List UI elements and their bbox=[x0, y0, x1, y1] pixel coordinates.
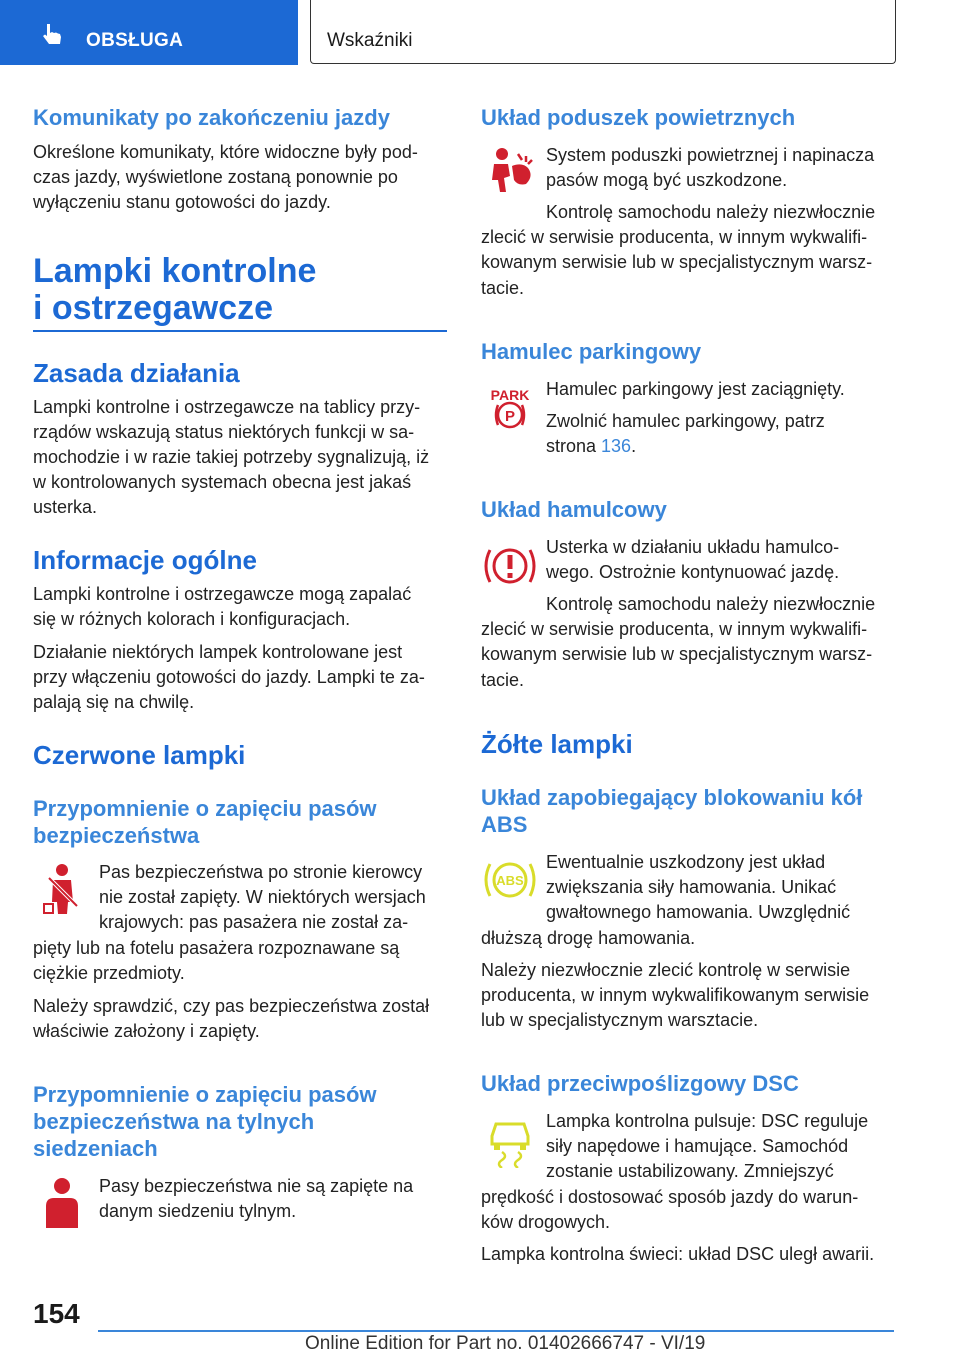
text-line: Lampki kontrolne i ostrzegawcze mogą zapalać bbox=[33, 584, 412, 604]
text-line: krajowych: pas pasażera nie został za- bbox=[99, 912, 409, 932]
text-line: Hamulec parkingowy jest zaciągnięty. bbox=[546, 379, 845, 399]
text-line: Kontrolę samochodu należy niezwłocznie bbox=[546, 594, 876, 614]
text-line: tacie. bbox=[481, 278, 525, 298]
heading-seatbelt-l2: bezpieczeństwa bbox=[33, 823, 200, 848]
heading-komunikaty: Komunikaty po zakończeniu jazdy bbox=[33, 105, 390, 130]
text-line: Należy sprawdzić, czy pas bezpieczeństwa został bbox=[33, 996, 430, 1016]
brake-warning-icon bbox=[482, 538, 538, 594]
text-line: Lampka kontrolna świeci: układ DSC uległ awarii. bbox=[481, 1244, 875, 1264]
text-line: Kontrolę samochodu należy niezwłocznie bbox=[546, 202, 876, 222]
dsc-skid-icon bbox=[482, 1112, 538, 1168]
text-line: właściwie założony i zapięty. bbox=[33, 1021, 260, 1041]
text-line: gwałtownego hamowania. Uwzględnić bbox=[546, 902, 851, 922]
text-line: czas jazdy, wyświetlone zostaną ponownie po bbox=[33, 167, 398, 187]
header-section-label: Wskaźniki bbox=[327, 30, 413, 51]
heading-dsc: Układ przeciwpoślizgowy DSC bbox=[481, 1071, 799, 1096]
text-line: przy włączeniu gotowości do jazdy. Lampki te za- bbox=[33, 667, 425, 687]
text-line: zwiększania siły hamowania. Unikać bbox=[546, 877, 837, 897]
text-line: kowanym serwisie lub w specjalistycznym warsz- bbox=[481, 252, 873, 272]
text-line: mochodzie i w razie takiej potrzeby sygnalizują, iż bbox=[33, 447, 430, 467]
text-line: Działanie niektórych lampek kontrolowane jest bbox=[33, 642, 403, 662]
text-line: Lampki kontrolne i ostrzegawcze na tablicy przy- bbox=[33, 397, 421, 417]
footer-edition: Online Edition for Part no. 01402666747 - VI/19 bbox=[305, 1333, 706, 1354]
heading-airbag: Układ poduszek powietrznych bbox=[481, 105, 796, 130]
text-line: w kontrolowanych systemach obecna jest jakaś bbox=[33, 472, 412, 492]
heading-abs-l2: ABS bbox=[481, 812, 528, 837]
chapter-title-line1: Lampki kontrolne bbox=[33, 252, 317, 290]
heading-zasada: Zasada działania bbox=[33, 358, 240, 388]
hand-pointer-icon bbox=[38, 20, 66, 48]
heading-informacje: Informacje ogólne bbox=[33, 545, 257, 575]
heading-czerwone: Czerwone lampki bbox=[33, 740, 246, 770]
text-line: Pas bezpieczeństwa po stronie kierowcy bbox=[99, 862, 423, 882]
text-line: usterka. bbox=[33, 497, 98, 517]
text-line: Zwolnić hamulec parkingowy, patrz bbox=[546, 411, 825, 431]
text-line-with-link bbox=[546, 434, 636, 460]
parking-brake-icon bbox=[482, 380, 538, 436]
text-line: Należy niezwłocznie zlecić kontrolę w serwisie bbox=[481, 960, 851, 980]
text-line: System poduszki powietrznej i napinacza bbox=[546, 145, 875, 165]
page-number: 154 bbox=[33, 1298, 80, 1329]
text-line: wyłączeniu stanu gotowości do jazdy. bbox=[33, 192, 331, 212]
heading-uklad-hamulcowy: Układ hamulcowy bbox=[481, 497, 667, 522]
header-section-box bbox=[310, 0, 896, 64]
text-line: producenta, w innym wykwalifikowanym serwisie bbox=[481, 985, 870, 1005]
text-line: kowanym serwisie lub w specjalistycznym warsz- bbox=[481, 644, 873, 664]
text-line: zostanie ustabilizowany. Zmniejszyć bbox=[546, 1161, 834, 1181]
text-line: Lampka kontrolna pulsuje: DSC reguluje bbox=[546, 1111, 869, 1131]
heading-rear-l3: siedzeniach bbox=[33, 1136, 158, 1161]
text-line: ciężkie przedmioty. bbox=[33, 963, 185, 983]
abs-warning-icon bbox=[482, 852, 538, 908]
text-line: lub w specjalistycznym warsztacie. bbox=[481, 1010, 759, 1030]
seatbelt-warning-icon bbox=[36, 862, 92, 918]
text-line: tacie. bbox=[481, 670, 525, 690]
rear-seat-occupant-icon bbox=[36, 1176, 92, 1232]
text-line: nie został zapięty. W niektórych wersjach bbox=[99, 887, 426, 907]
text-line: zlecić w serwisie producenta, w innym wykwalifi- bbox=[481, 227, 868, 247]
text-line: ków drogowych. bbox=[481, 1212, 611, 1232]
text-line: pięty lub na fotelu pasażera rozpoznawane są bbox=[33, 938, 400, 958]
text-fragment: . bbox=[631, 436, 637, 456]
footer-rule bbox=[98, 1330, 894, 1332]
text-fragment: strona bbox=[546, 436, 602, 456]
heading-rear-l1: Przypomnienie o zapięciu pasów bbox=[33, 1082, 377, 1107]
text-line: się w różnych kolorach i konfiguracjach. bbox=[33, 609, 351, 629]
text-line: zlecić w serwisie producenta, w innym wykwalifi- bbox=[481, 619, 868, 639]
page-link-136[interactable]: 136 bbox=[601, 436, 632, 456]
header-tab-obsluga[interactable] bbox=[0, 0, 298, 65]
heading-seatbelt-l1: Przypomnienie o zapięciu pasów bbox=[33, 796, 377, 821]
chapter-rule bbox=[33, 330, 447, 332]
header-tab-label: OBSŁUGA bbox=[86, 30, 184, 51]
text-line: Określone komunikaty, które widoczne były pod- bbox=[33, 142, 418, 162]
text-line: pasów mogą być uszkodzone. bbox=[546, 170, 788, 190]
chapter-title-line2: i ostrzegawcze bbox=[33, 289, 273, 327]
text-line: danym siedzeniu tylnym. bbox=[99, 1201, 297, 1221]
airbag-warning-icon bbox=[482, 146, 538, 202]
text-line: wego. Ostrożnie kontynuować jazdę. bbox=[546, 562, 840, 582]
text-line: Ewentualnie uszkodzony jest układ bbox=[546, 852, 826, 872]
text-line: Usterka w działaniu układu hamulco- bbox=[546, 537, 840, 557]
text-line: dłuższą drogę hamowania. bbox=[481, 928, 696, 948]
text-line: palają się na chwilę. bbox=[33, 692, 195, 712]
heading-abs-l1: Układ zapobiegający blokowaniu kół bbox=[481, 785, 863, 810]
svg-text:P: P bbox=[504, 408, 516, 425]
heading-zolte-lampki: Żółte lampki bbox=[481, 729, 633, 759]
svg-text:ABS: ABS bbox=[496, 873, 524, 888]
text-line: Pasy bezpieczeństwa nie są zapięte na bbox=[99, 1176, 414, 1196]
svg-text:PARK: PARK bbox=[490, 387, 530, 403]
heading-rear-l2: bezpieczeństwa na tylnych bbox=[33, 1109, 315, 1134]
heading-hamulec-parkingowy: Hamulec parkingowy bbox=[481, 339, 702, 364]
text-line: siły napędowe i hamujące. Samochód bbox=[546, 1136, 849, 1156]
text-line: prędkość i dostosować sposób jazdy do warun- bbox=[481, 1187, 859, 1207]
text-line: rządów wskazują status niektórych funkcji w sa- bbox=[33, 422, 415, 442]
